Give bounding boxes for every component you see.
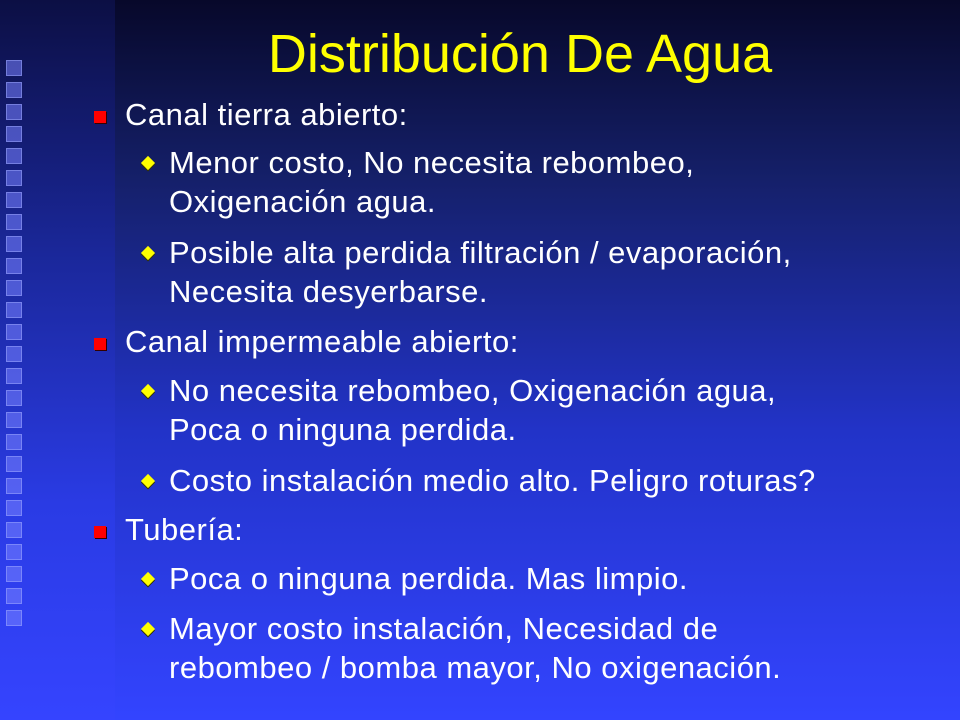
red-square-bullet-icon <box>94 338 106 350</box>
yellow-diamond-bullet-icon <box>141 572 155 586</box>
list-item-line: Menor costo, No necesita rebombeo, <box>169 145 695 180</box>
section-heading: Canal tierra abierto: <box>125 97 408 132</box>
list-item-line: Necesita desyerbarse. <box>169 274 488 309</box>
yellow-diamond-bullet-icon <box>141 384 155 398</box>
section-heading: Canal impermeable abierto: <box>125 324 519 359</box>
list-item-line: Posible alta perdida filtración / evaporación, <box>169 235 792 270</box>
list-item-line: Poca o ninguna perdida. Mas limpio. <box>169 561 688 596</box>
list-item-line: Poca o ninguna perdida. <box>169 412 517 447</box>
list-item-line: rebombeo / bomba mayor, No oxigenación. <box>169 650 782 685</box>
yellow-diamond-bullet-icon <box>141 246 155 260</box>
list-item-line: Oxigenación agua. <box>169 184 437 219</box>
section-heading: Tubería: <box>125 512 244 547</box>
red-square-bullet-icon <box>94 111 106 123</box>
yellow-diamond-bullet-icon <box>141 622 155 636</box>
yellow-diamond-bullet-icon <box>141 474 155 488</box>
red-square-bullet-icon <box>94 526 106 538</box>
list-item-line: Mayor costo instalación, Necesidad de <box>169 611 719 646</box>
list-item-line: Costo instalación medio alto. Peligro roturas? <box>169 463 816 498</box>
list-item-line: No necesita rebombeo, Oxigenación agua, <box>169 373 777 408</box>
yellow-diamond-bullet-icon <box>141 156 155 170</box>
slide-title: Distribución De Agua <box>267 24 773 84</box>
